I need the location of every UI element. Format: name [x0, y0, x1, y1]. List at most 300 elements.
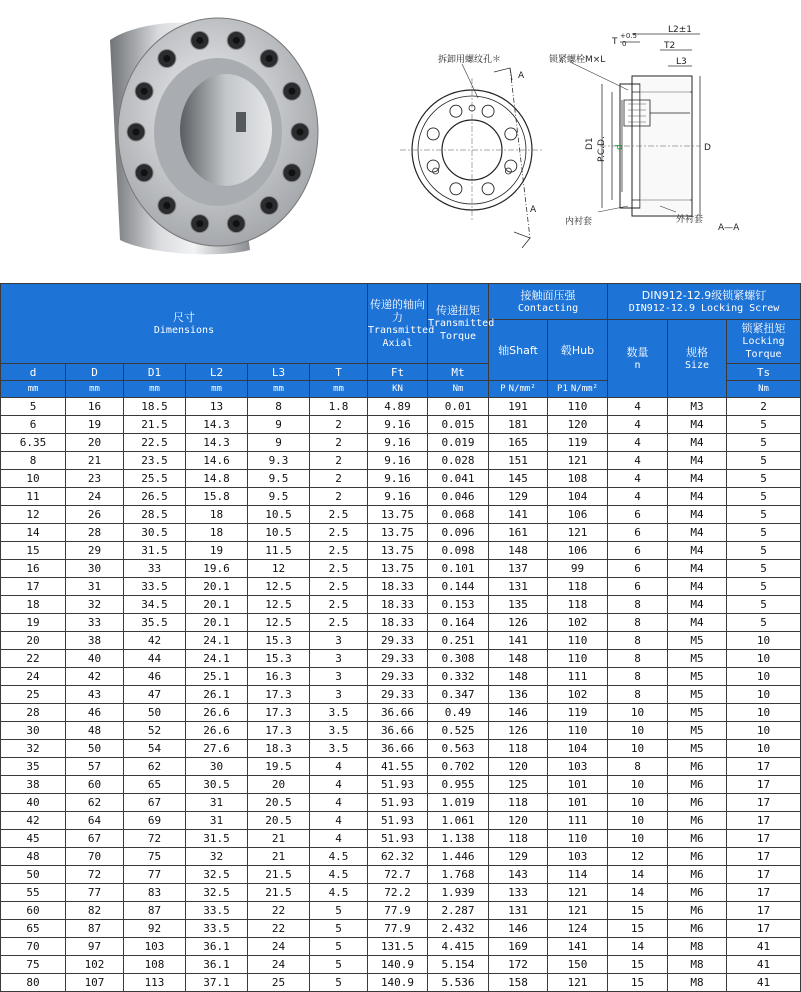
table-cell: 67	[124, 794, 186, 812]
table-cell: 5.536	[428, 974, 489, 992]
table-cell: 131	[489, 578, 548, 596]
hex-socket	[233, 220, 240, 227]
table-cell: 5	[727, 434, 801, 452]
table-cell: 24	[1, 668, 66, 686]
col-symbol: D	[66, 364, 124, 381]
dim-D: D	[704, 143, 711, 153]
removal-hole-label: 拆卸用螺纹孔＊	[438, 55, 502, 65]
hex-socket	[266, 202, 273, 209]
table-row	[1, 506, 801, 524]
table-cell: 9.3	[248, 452, 310, 470]
table-cell: 19.5	[248, 758, 310, 776]
table-cell: 36.66	[368, 722, 428, 740]
hub-header: 毂Hub	[548, 320, 608, 381]
table-cell: M6	[668, 812, 727, 830]
table-cell: 124	[548, 920, 608, 938]
removal-thread-hole	[505, 168, 511, 174]
table-cell: 46	[66, 704, 124, 722]
col-symbol: L3	[248, 364, 310, 381]
table-cell: M8	[668, 956, 727, 974]
table-cell: 31	[186, 812, 248, 830]
table-cell: 38	[66, 632, 124, 650]
table-cell: 29.33	[368, 650, 428, 668]
dimensions-header: 尺寸 Dimensions	[1, 284, 368, 364]
table-cell: 0.098	[428, 542, 489, 560]
table-cell: 14.6	[186, 452, 248, 470]
table-cell: M8	[668, 974, 727, 992]
col-symbol: Ft	[368, 364, 428, 381]
table-cell: 135	[489, 596, 548, 614]
col-unit: KN	[368, 381, 428, 398]
table-cell: 9	[248, 434, 310, 452]
table-cell: 17	[727, 758, 801, 776]
removal-thread-hole	[433, 168, 439, 174]
table-cell: 8	[248, 398, 310, 416]
col-unit: mm	[310, 381, 368, 398]
table-cell: 118	[548, 578, 608, 596]
table-cell: 2	[727, 398, 801, 416]
table-row	[1, 686, 801, 704]
table-cell: M5	[668, 650, 727, 668]
table-cell: 10	[727, 722, 801, 740]
hex-socket	[141, 88, 148, 95]
table-cell: 107	[66, 974, 124, 992]
table-cell: 10	[727, 632, 801, 650]
table-row	[1, 938, 801, 956]
table-cell: 158	[489, 974, 548, 992]
col-symbol: T	[310, 364, 368, 381]
table-cell: 23.5	[124, 452, 186, 470]
table-row	[1, 722, 801, 740]
table-cell: 15.3	[248, 650, 310, 668]
table-cell: 2.287	[428, 902, 489, 920]
table-cell: 60	[66, 776, 124, 794]
table-cell: 2.5	[310, 596, 368, 614]
table-cell: 110	[548, 632, 608, 650]
hex-socket	[141, 169, 148, 176]
table-cell: 8	[608, 650, 668, 668]
table-cell: 121	[548, 524, 608, 542]
table-cell: 32	[186, 848, 248, 866]
spec-table-container	[0, 283, 800, 989]
table-cell: 14.8	[186, 470, 248, 488]
table-cell: 32	[66, 596, 124, 614]
table-cell: 4	[608, 470, 668, 488]
table-cell: 50	[1, 866, 66, 884]
table-cell: 12.5	[248, 578, 310, 596]
table-cell: M3	[668, 398, 727, 416]
table-cell: 17	[727, 884, 801, 902]
table-row	[1, 452, 801, 470]
table-cell: 118	[489, 830, 548, 848]
table-cell: 20.5	[248, 794, 310, 812]
table-cell: 75	[124, 848, 186, 866]
table-cell: M4	[668, 506, 727, 524]
table-cell: 5	[1, 398, 66, 416]
col-unit: Nm	[727, 381, 801, 398]
table-cell: 18.33	[368, 614, 428, 632]
table-cell: 21	[248, 848, 310, 866]
front-view-drawing	[400, 53, 544, 248]
table-cell: M6	[668, 920, 727, 938]
table-cell: 102	[66, 956, 124, 974]
table-cell: 62	[66, 794, 124, 812]
table-cell: 42	[124, 632, 186, 650]
table-cell: 0.101	[428, 560, 489, 578]
table-cell: 12.5	[248, 596, 310, 614]
table-cell: 5	[727, 488, 801, 506]
table-cell: 15	[608, 920, 668, 938]
table-cell: 191	[489, 398, 548, 416]
table-cell: 34.5	[124, 596, 186, 614]
table-cell: 6	[608, 560, 668, 578]
table-cell: 4	[310, 812, 368, 830]
section-mark-bottom: A	[530, 205, 537, 215]
table-row	[1, 650, 801, 668]
bolt-hole	[450, 183, 462, 195]
table-cell: 126	[489, 614, 548, 632]
table-cell: 2.5	[310, 578, 368, 596]
table-row	[1, 632, 801, 650]
table-cell: M6	[668, 848, 727, 866]
table-cell: 2	[310, 452, 368, 470]
table-cell: 77	[124, 866, 186, 884]
spec-table-body	[1, 398, 801, 992]
table-row	[1, 812, 801, 830]
bolt-hole	[427, 160, 439, 172]
table-cell: 42	[1, 812, 66, 830]
table-cell: M6	[668, 758, 727, 776]
table-cell: 15	[608, 902, 668, 920]
dim-T-tol-zero: 0	[622, 40, 627, 48]
table-cell: 145	[489, 470, 548, 488]
hex-socket	[288, 169, 295, 176]
table-row	[1, 578, 801, 596]
table-cell: 4	[608, 416, 668, 434]
table-cell: 67	[66, 830, 124, 848]
table-cell: 148	[489, 650, 548, 668]
table-cell: 165	[489, 434, 548, 452]
table-cell: 0.702	[428, 758, 489, 776]
table-cell: 8	[1, 452, 66, 470]
table-cell: 4	[310, 794, 368, 812]
locking-screw-header: DIN912-12.9级锁紧螺钉 DIN912-12.9 Locking Screw	[608, 284, 801, 320]
table-cell: 8	[608, 758, 668, 776]
table-cell: 120	[489, 812, 548, 830]
table-cell: 21.5	[248, 884, 310, 902]
table-cell: 14	[1, 524, 66, 542]
table-cell: 29.33	[368, 668, 428, 686]
table-cell: 5	[727, 560, 801, 578]
col-symbol: P	[500, 383, 506, 394]
table-cell: 45	[1, 830, 66, 848]
table-cell: 17	[727, 920, 801, 938]
table-cell: 12	[248, 560, 310, 578]
col-unit: Nm	[428, 381, 489, 398]
table-cell: M4	[668, 488, 727, 506]
table-cell: 65	[124, 776, 186, 794]
table-cell: 30	[1, 722, 66, 740]
table-cell: 20.5	[248, 812, 310, 830]
locking-bolt-label: 锁紧螺栓M×L	[549, 55, 606, 65]
table-cell: 2	[310, 434, 368, 452]
table-cell: 17	[727, 848, 801, 866]
table-cell: 17	[727, 794, 801, 812]
table-cell: 10	[727, 740, 801, 758]
table-cell: 1.138	[428, 830, 489, 848]
table-cell: 26.1	[186, 686, 248, 704]
col-symbol: Ts	[727, 364, 801, 381]
table-cell: 10	[608, 830, 668, 848]
col-unit: mm	[248, 381, 310, 398]
table-cell: 131.5	[368, 938, 428, 956]
col-symbol: Mt	[428, 364, 489, 381]
hex-socket	[266, 55, 273, 62]
table-cell: 2	[310, 470, 368, 488]
table-cell: 51.93	[368, 794, 428, 812]
table-cell: 0.955	[428, 776, 489, 794]
table-cell: 2	[310, 488, 368, 506]
table-cell: 17	[727, 866, 801, 884]
product-figure	[0, 0, 800, 282]
col-unit: N/mm²	[508, 383, 536, 394]
table-cell: 32.5	[186, 884, 248, 902]
table-cell: 101	[548, 776, 608, 794]
table-cell: 131	[489, 902, 548, 920]
outer-sleeve-label: 外衬套	[676, 215, 704, 225]
table-cell: 50	[66, 740, 124, 758]
table-cell: 113	[124, 974, 186, 992]
table-cell: 9.16	[368, 488, 428, 506]
spec-table	[0, 283, 801, 992]
table-cell: 103	[548, 848, 608, 866]
table-cell: M8	[668, 938, 727, 956]
table-cell: M6	[668, 884, 727, 902]
table-cell: 46	[124, 668, 186, 686]
table-cell: 33.5	[124, 578, 186, 596]
table-cell: 108	[124, 956, 186, 974]
table-cell: 110	[548, 722, 608, 740]
dim-D1: D1	[585, 137, 595, 150]
table-cell: 17.3	[248, 686, 310, 704]
table-cell: 51.93	[368, 830, 428, 848]
table-cell: 77.9	[368, 920, 428, 938]
table-cell: 19.6	[186, 560, 248, 578]
table-cell: 169	[489, 938, 548, 956]
table-cell: 0.525	[428, 722, 489, 740]
bolt-hole	[427, 128, 439, 140]
table-cell: 31	[186, 794, 248, 812]
table-cell: 8	[608, 632, 668, 650]
table-cell: 17.3	[248, 704, 310, 722]
table-cell: 0.153	[428, 596, 489, 614]
table-cell: 140.9	[368, 974, 428, 992]
table-cell: 11.5	[248, 542, 310, 560]
table-row	[1, 542, 801, 560]
table-cell: 10.5	[248, 506, 310, 524]
table-cell: 108	[548, 470, 608, 488]
table-cell: 18	[1, 596, 66, 614]
table-cell: 0.308	[428, 650, 489, 668]
table-cell: 2.432	[428, 920, 489, 938]
contact-pressure-header: 接触面压强 Contacting	[489, 284, 608, 320]
table-cell: 103	[124, 938, 186, 956]
table-cell: 21.5	[248, 866, 310, 884]
table-cell: 6	[1, 416, 66, 434]
table-row	[1, 758, 801, 776]
table-cell: 9.16	[368, 434, 428, 452]
table-cell: 0.096	[428, 524, 489, 542]
table-cell: 17.3	[248, 722, 310, 740]
table-cell: 6	[608, 578, 668, 596]
table-cell: 36.1	[186, 938, 248, 956]
table-cell: 5	[727, 506, 801, 524]
table-cell: 10	[727, 704, 801, 722]
table-cell: 133	[489, 884, 548, 902]
table-cell: 1.446	[428, 848, 489, 866]
table-cell: 42	[66, 668, 124, 686]
table-cell: 146	[489, 704, 548, 722]
table-cell: 31	[66, 578, 124, 596]
table-cell: 148	[489, 668, 548, 686]
table-cell: 2	[310, 416, 368, 434]
table-cell: 48	[1, 848, 66, 866]
table-cell: 25.5	[124, 470, 186, 488]
table-cell: 0.49	[428, 704, 489, 722]
table-cell: 5	[310, 974, 368, 992]
table-cell: 22	[248, 920, 310, 938]
table-cell: 3.5	[310, 740, 368, 758]
table-cell: M4	[668, 560, 727, 578]
table-cell: 16.3	[248, 668, 310, 686]
table-row	[1, 434, 801, 452]
table-cell: 16	[1, 560, 66, 578]
table-cell: 83	[124, 884, 186, 902]
table-cell: 25	[248, 974, 310, 992]
table-cell: 5.154	[428, 956, 489, 974]
table-cell: M5	[668, 632, 727, 650]
locking-assembly-photo	[110, 18, 318, 254]
quantity-header: 数量 n	[608, 320, 668, 398]
table-cell: 110	[548, 830, 608, 848]
table-cell: 18	[186, 524, 248, 542]
table-cell: 8	[608, 686, 668, 704]
table-cell: M5	[668, 740, 727, 758]
table-cell: M5	[668, 668, 727, 686]
table-cell: 62.32	[368, 848, 428, 866]
table-cell: 5	[310, 938, 368, 956]
table-cell: 161	[489, 524, 548, 542]
table-cell: 8	[608, 668, 668, 686]
table-cell: 70	[66, 848, 124, 866]
table-cell: 181	[489, 416, 548, 434]
col-symbol: L2	[186, 364, 248, 381]
table-cell: 3	[310, 668, 368, 686]
table-cell: M4	[668, 434, 727, 452]
table-cell: 27.6	[186, 740, 248, 758]
table-cell: 21	[66, 452, 124, 470]
table-cell: 104	[548, 488, 608, 506]
table-cell: 3	[310, 632, 368, 650]
table-cell: 82	[66, 902, 124, 920]
table-cell: 75	[1, 956, 66, 974]
hex-socket	[163, 55, 170, 62]
table-cell: 17	[727, 812, 801, 830]
table-cell: 35.5	[124, 614, 186, 632]
dim-L2: L2±1	[668, 25, 693, 35]
table-cell: 20	[1, 632, 66, 650]
table-cell: 2.5	[310, 524, 368, 542]
table-cell: 41	[727, 956, 801, 974]
table-cell: 14.3	[186, 434, 248, 452]
table-cell: 6	[608, 524, 668, 542]
table-cell: 43	[66, 686, 124, 704]
table-cell: 19	[66, 416, 124, 434]
table-cell: M5	[668, 722, 727, 740]
table-cell: 20.1	[186, 578, 248, 596]
table-cell: 41.55	[368, 758, 428, 776]
table-cell: M4	[668, 470, 727, 488]
table-cell: 119	[548, 434, 608, 452]
table-cell: 6.35	[1, 434, 66, 452]
table-cell: 13.75	[368, 542, 428, 560]
table-cell: 141	[489, 632, 548, 650]
table-cell: 10	[608, 722, 668, 740]
table-cell: 13	[186, 398, 248, 416]
table-cell: 9.16	[368, 470, 428, 488]
table-cell: 1.019	[428, 794, 489, 812]
table-cell: 150	[548, 956, 608, 974]
col-symbol: d	[1, 364, 66, 381]
table-cell: 20	[248, 776, 310, 794]
table-cell: 47	[124, 686, 186, 704]
table-cell: 16	[66, 398, 124, 416]
section-aa-label: A—A	[718, 223, 740, 233]
table-cell: 22	[248, 902, 310, 920]
table-cell: 30.5	[124, 524, 186, 542]
table-cell: 32	[1, 740, 66, 758]
col-symbol: D1	[124, 364, 186, 381]
table-cell: 72	[124, 830, 186, 848]
table-cell: 14	[608, 884, 668, 902]
table-cell: 72.2	[368, 884, 428, 902]
table-cell: 102	[548, 686, 608, 704]
table-cell: 31.5	[186, 830, 248, 848]
table-cell: 18	[186, 506, 248, 524]
table-cell: 17	[727, 830, 801, 848]
table-cell: 4.5	[310, 848, 368, 866]
table-cell: 9	[248, 416, 310, 434]
dim-d: d	[615, 144, 625, 150]
table-cell: 3	[310, 686, 368, 704]
table-cell: 41	[727, 938, 801, 956]
col-unit: N/mm²	[570, 383, 598, 394]
table-cell: 104	[548, 740, 608, 758]
table-cell: 77.9	[368, 902, 428, 920]
table-cell: 30.5	[186, 776, 248, 794]
bolt-hole	[505, 128, 517, 140]
table-cell: 137	[489, 560, 548, 578]
table-cell: 99	[548, 560, 608, 578]
table-cell: 6	[608, 506, 668, 524]
table-cell: 120	[548, 416, 608, 434]
table-cell: 0.019	[428, 434, 489, 452]
table-cell: 101	[548, 794, 608, 812]
hex-socket	[133, 129, 140, 136]
table-cell: 0.015	[428, 416, 489, 434]
table-cell: 13.75	[368, 506, 428, 524]
table-cell: 12	[608, 848, 668, 866]
